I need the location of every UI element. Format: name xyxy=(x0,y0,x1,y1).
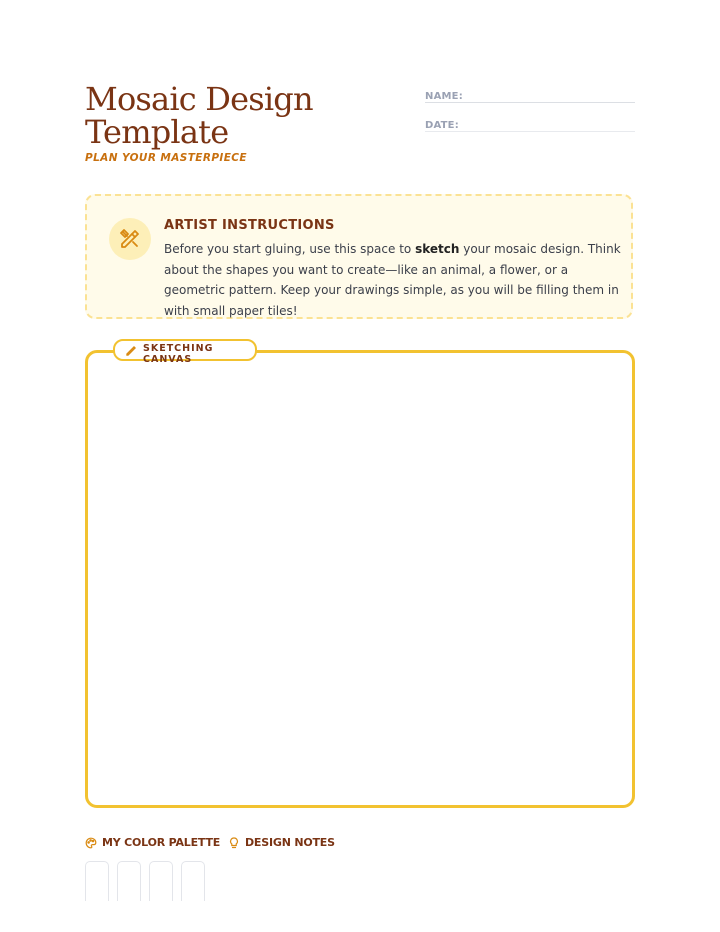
color-palette-heading xyxy=(85,836,225,852)
color-palette-label: MY COLOR PALETTE xyxy=(102,836,221,849)
color-swatch-4[interactable] xyxy=(181,861,205,901)
color-swatch-3[interactable] xyxy=(149,861,173,901)
page-title xyxy=(85,80,385,151)
instructions-text: Before you start gluing, use this space to sketch your mosaic design. Think about the shapes you want to create—like an animal, a flower, or a geometric pattern. Keep your drawings simple, as you will be filling them in with small paper tiles! xyxy=(164,242,621,318)
title-line-1: Mosaic Design xyxy=(85,80,313,118)
page-subtitle: PLAN YOUR MASTERPIECE xyxy=(85,152,247,164)
pencil-ruler-icon xyxy=(118,227,142,251)
name-field[interactable] xyxy=(425,84,635,103)
instructions-icon-badge xyxy=(109,218,151,260)
pencil-icon xyxy=(125,344,137,356)
palette-icon xyxy=(85,837,97,849)
color-swatch-1[interactable] xyxy=(85,861,109,901)
instructions-heading: ARTIST INSTRUCTIONS xyxy=(164,218,335,233)
color-swatch-2[interactable] xyxy=(117,861,141,901)
design-notes-label: DESIGN NOTES xyxy=(245,836,335,849)
date-label: DATE: xyxy=(425,120,459,131)
title-line-2: Template xyxy=(85,113,229,151)
sketching-canvas-tab xyxy=(113,339,257,365)
name-label: NAME: xyxy=(425,91,463,102)
lightbulb-icon xyxy=(228,837,240,849)
date-field[interactable] xyxy=(425,113,635,132)
instructions-bold-word: sketch xyxy=(415,242,460,256)
sketching-canvas-label: SKETCHING CANVAS xyxy=(143,343,214,365)
sketching-canvas[interactable] xyxy=(85,350,635,808)
instructions-callout xyxy=(85,194,633,319)
design-notes-heading xyxy=(228,836,348,852)
